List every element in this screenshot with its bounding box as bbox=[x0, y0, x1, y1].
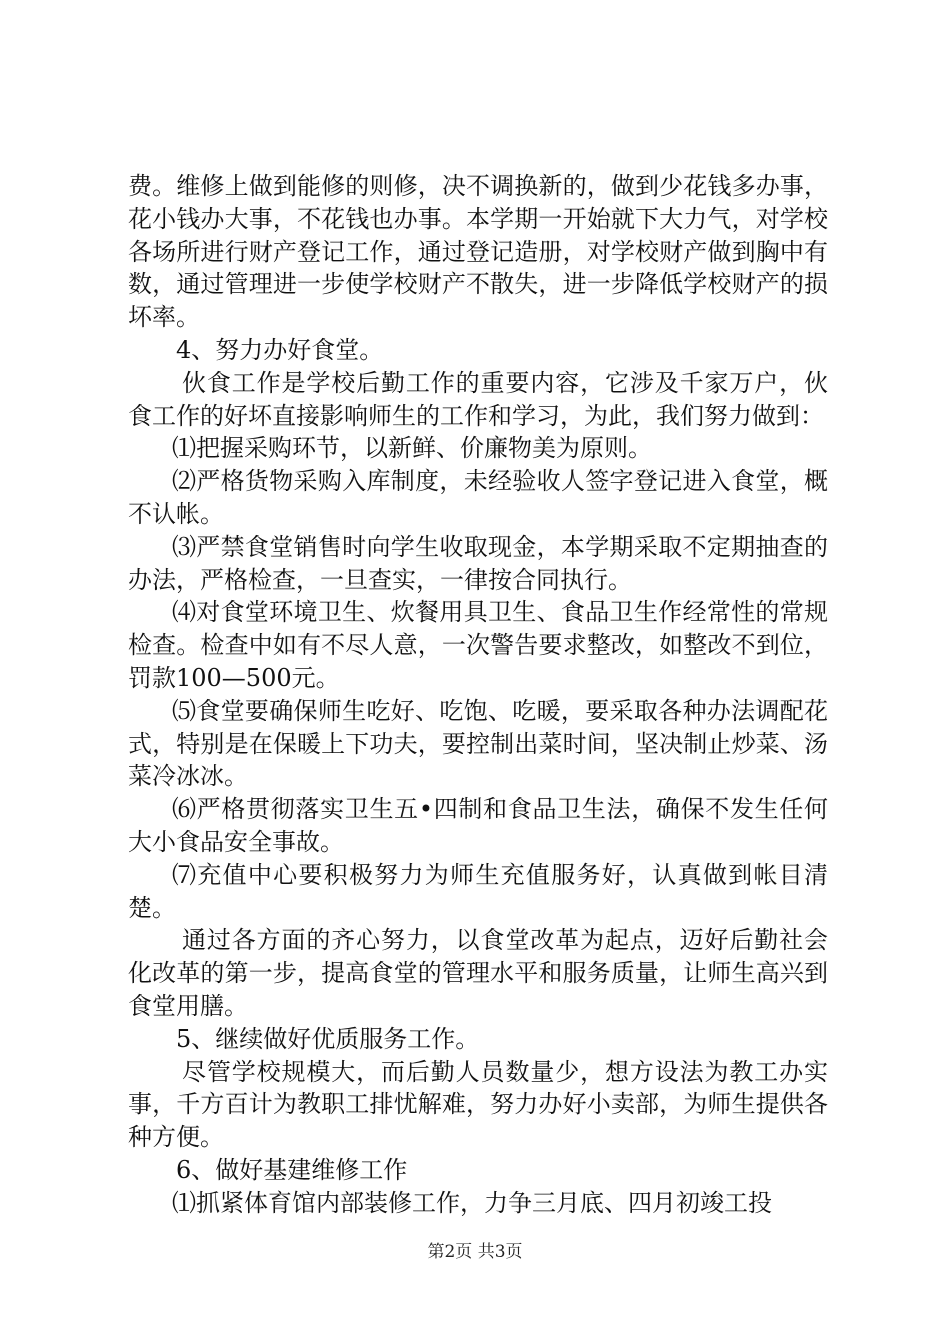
paragraph: 伙食工作是学校后勤工作的重要内容，它涉及千家万户，伙食工作的好坏直接影响师生的工作和学习，为此，我们努力做到： bbox=[128, 368, 828, 430]
list-item: ⑸食堂要确保师生吃好、吃饱、吃暖，要采取各种办法调配花式，特别是在保暖上下功夫，要控制出菜时间，坚决制止炒菜、汤菜冷冰冰。 bbox=[128, 696, 828, 791]
list-item: ⑺充值中心要积极努力为师生充值服务好，认真做到帐目清楚。 bbox=[128, 860, 828, 922]
list-item: ⑵严格货物采购入库制度，未经验收人签字登记进入食堂，概不认帐。 bbox=[128, 467, 828, 528]
list-item: ⑷对食堂环境卫生、炊餐用具卫生、食品卫生作经常性的常规检查。检查中如有不尽人意，一次警告要求整改，如整改不到位，罚款100—500元。 bbox=[128, 598, 828, 692]
list-item: ⑶严禁食堂销售时向学生收取现金，本学期采取不定期抽查的办法，严格检查，一旦查实，一律按合同执行。 bbox=[128, 532, 828, 594]
body-text bbox=[128, 170, 828, 1220]
paragraph: 通过各方面的齐心努力，以食堂改革为起点，迈好后勤社会化改革的第一步，提高食堂的管理水平和服务质量，让师生高兴到食堂用膳。 bbox=[128, 926, 828, 1020]
paragraph: 尽管学校规模大，而后勤人员数量少，想方设法为教工办实事，千方百计为教职工排忧解难，努力办好小卖部，为师生提供各种方便。 bbox=[128, 1057, 828, 1152]
paragraph-continued: 费。维修上做到能修的则修，决不调换新的，做到少花钱多办事，花小钱办大事，不花钱也办事。本学期一开始就下大力气，对学校各场所进行财产登记工作，通过登记造册，对学校财产做到胸中有数，通过管理进一步使学校财产不散失，进一步降低学校财产的损坏率。 bbox=[128, 172, 828, 332]
section-heading: 5、继续做好优质服务工作。 bbox=[176, 1024, 480, 1053]
list-item: ⑴把握采购环节，以新鲜、价廉物美为原则。 bbox=[172, 434, 652, 463]
page-footer: 第2页 共3页 bbox=[427, 1242, 523, 1262]
section-heading: 4、努力办好食堂。 bbox=[176, 335, 384, 364]
section-heading: 6、做好基建维修工作 bbox=[176, 1155, 408, 1184]
list-item: ⑹严格贯彻落实卫生五•四制和食品卫生法，确保不发生任何大小食品安全事故。 bbox=[128, 795, 828, 856]
list-item: ⑴抓紧体育馆内部装修工作，力争三月底、四月初竣工投 bbox=[172, 1188, 772, 1217]
